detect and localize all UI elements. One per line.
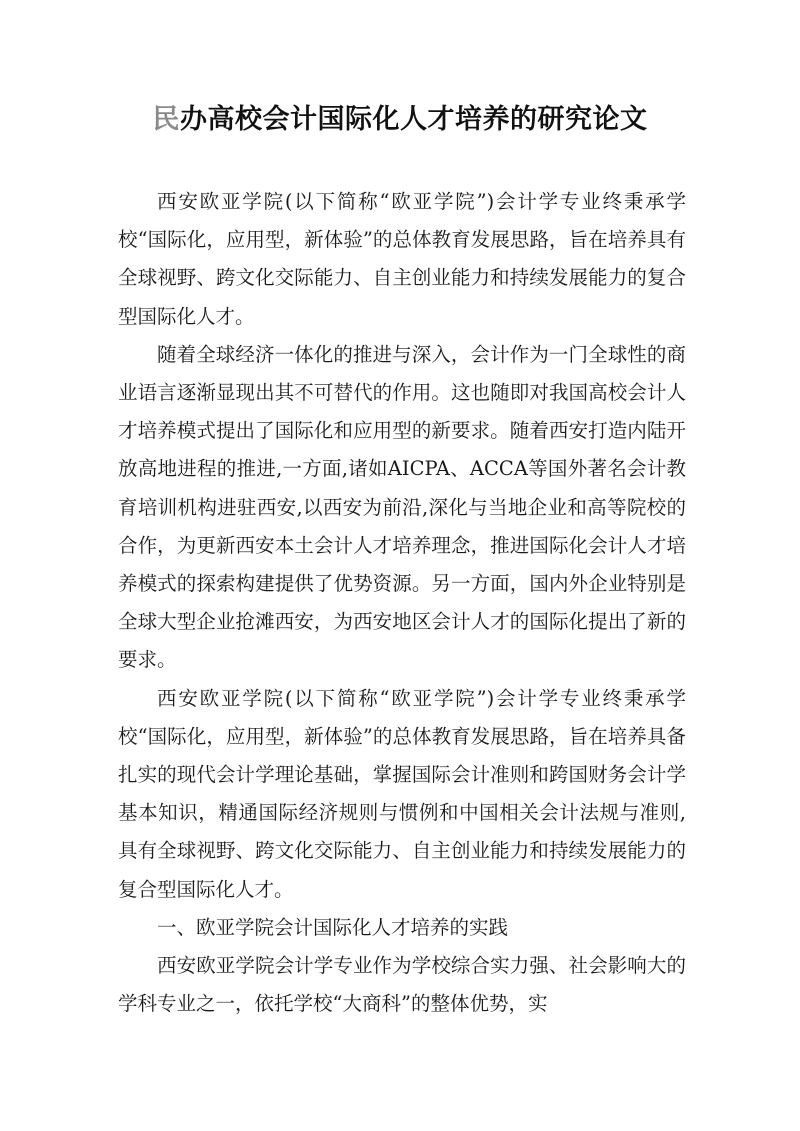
title-first-char: 民 xyxy=(152,104,180,135)
title-text: 办高校会计国际化人才培养的研究论文 xyxy=(180,104,648,135)
paragraph-intro: 西安欧亚学院(以下简称“欧亚学院”)会计学专业终秉承学校“国际化，应用型，新体验”的总体教育发展思路，旨在培养具有全球视野、跨文化交际能力、自主创业能力和持续发展能力的复合型国际化人才。 xyxy=(118,190,686,328)
paragraph-background: 随着全球经济一体化的推进与深入，会计作为一门全球性的商业语言逐渐显现出其不可替代的作用。这也随即对我国高校会计人才培养模式提出了国际化和应用型的新要求。随着西安打造内陆开放高地进程的推进,一方面,诸如AICPA、ACCA等国外著名会计教育培训机构进驻西安,以西安为前沿,深化与当地企业和高等院校的合作，为更新西安本土会计人才培养理念，推进国际化会计人才培养模式的探索构建提供了优势资源。另一方面，国内外企业特别是全球大型企业抢滩西安，为西安地区会计人才的国际化提出了新的要求。 xyxy=(118,342,686,672)
document-title xyxy=(0,100,800,140)
paragraph-goals: 西安欧亚学院(以下简称“欧亚学院”)会计学专业终秉承学校“国际化，应用型，新体验”的总体教育发展思路，旨在培养具备扎实的现代会计学理论基础，掌握国际会计准则和跨国财务会计学基本知识，精通国际经济规则与惯例和中国相关会计法规与准则,具有全球视野、跨文化交际能力、自主创业能力和持续发展能力的复合型国际化人才。 xyxy=(118,686,686,901)
paragraph-practice: 西安欧亚学院会计学专业作为学校综合实力强、社会影响大的学科专业之一，依托学校“大商科”的整体优势，实 xyxy=(118,954,686,1016)
section-heading: 一、欧亚学院会计国际化人才培养的实践 xyxy=(157,915,509,939)
document-body xyxy=(118,183,686,1023)
